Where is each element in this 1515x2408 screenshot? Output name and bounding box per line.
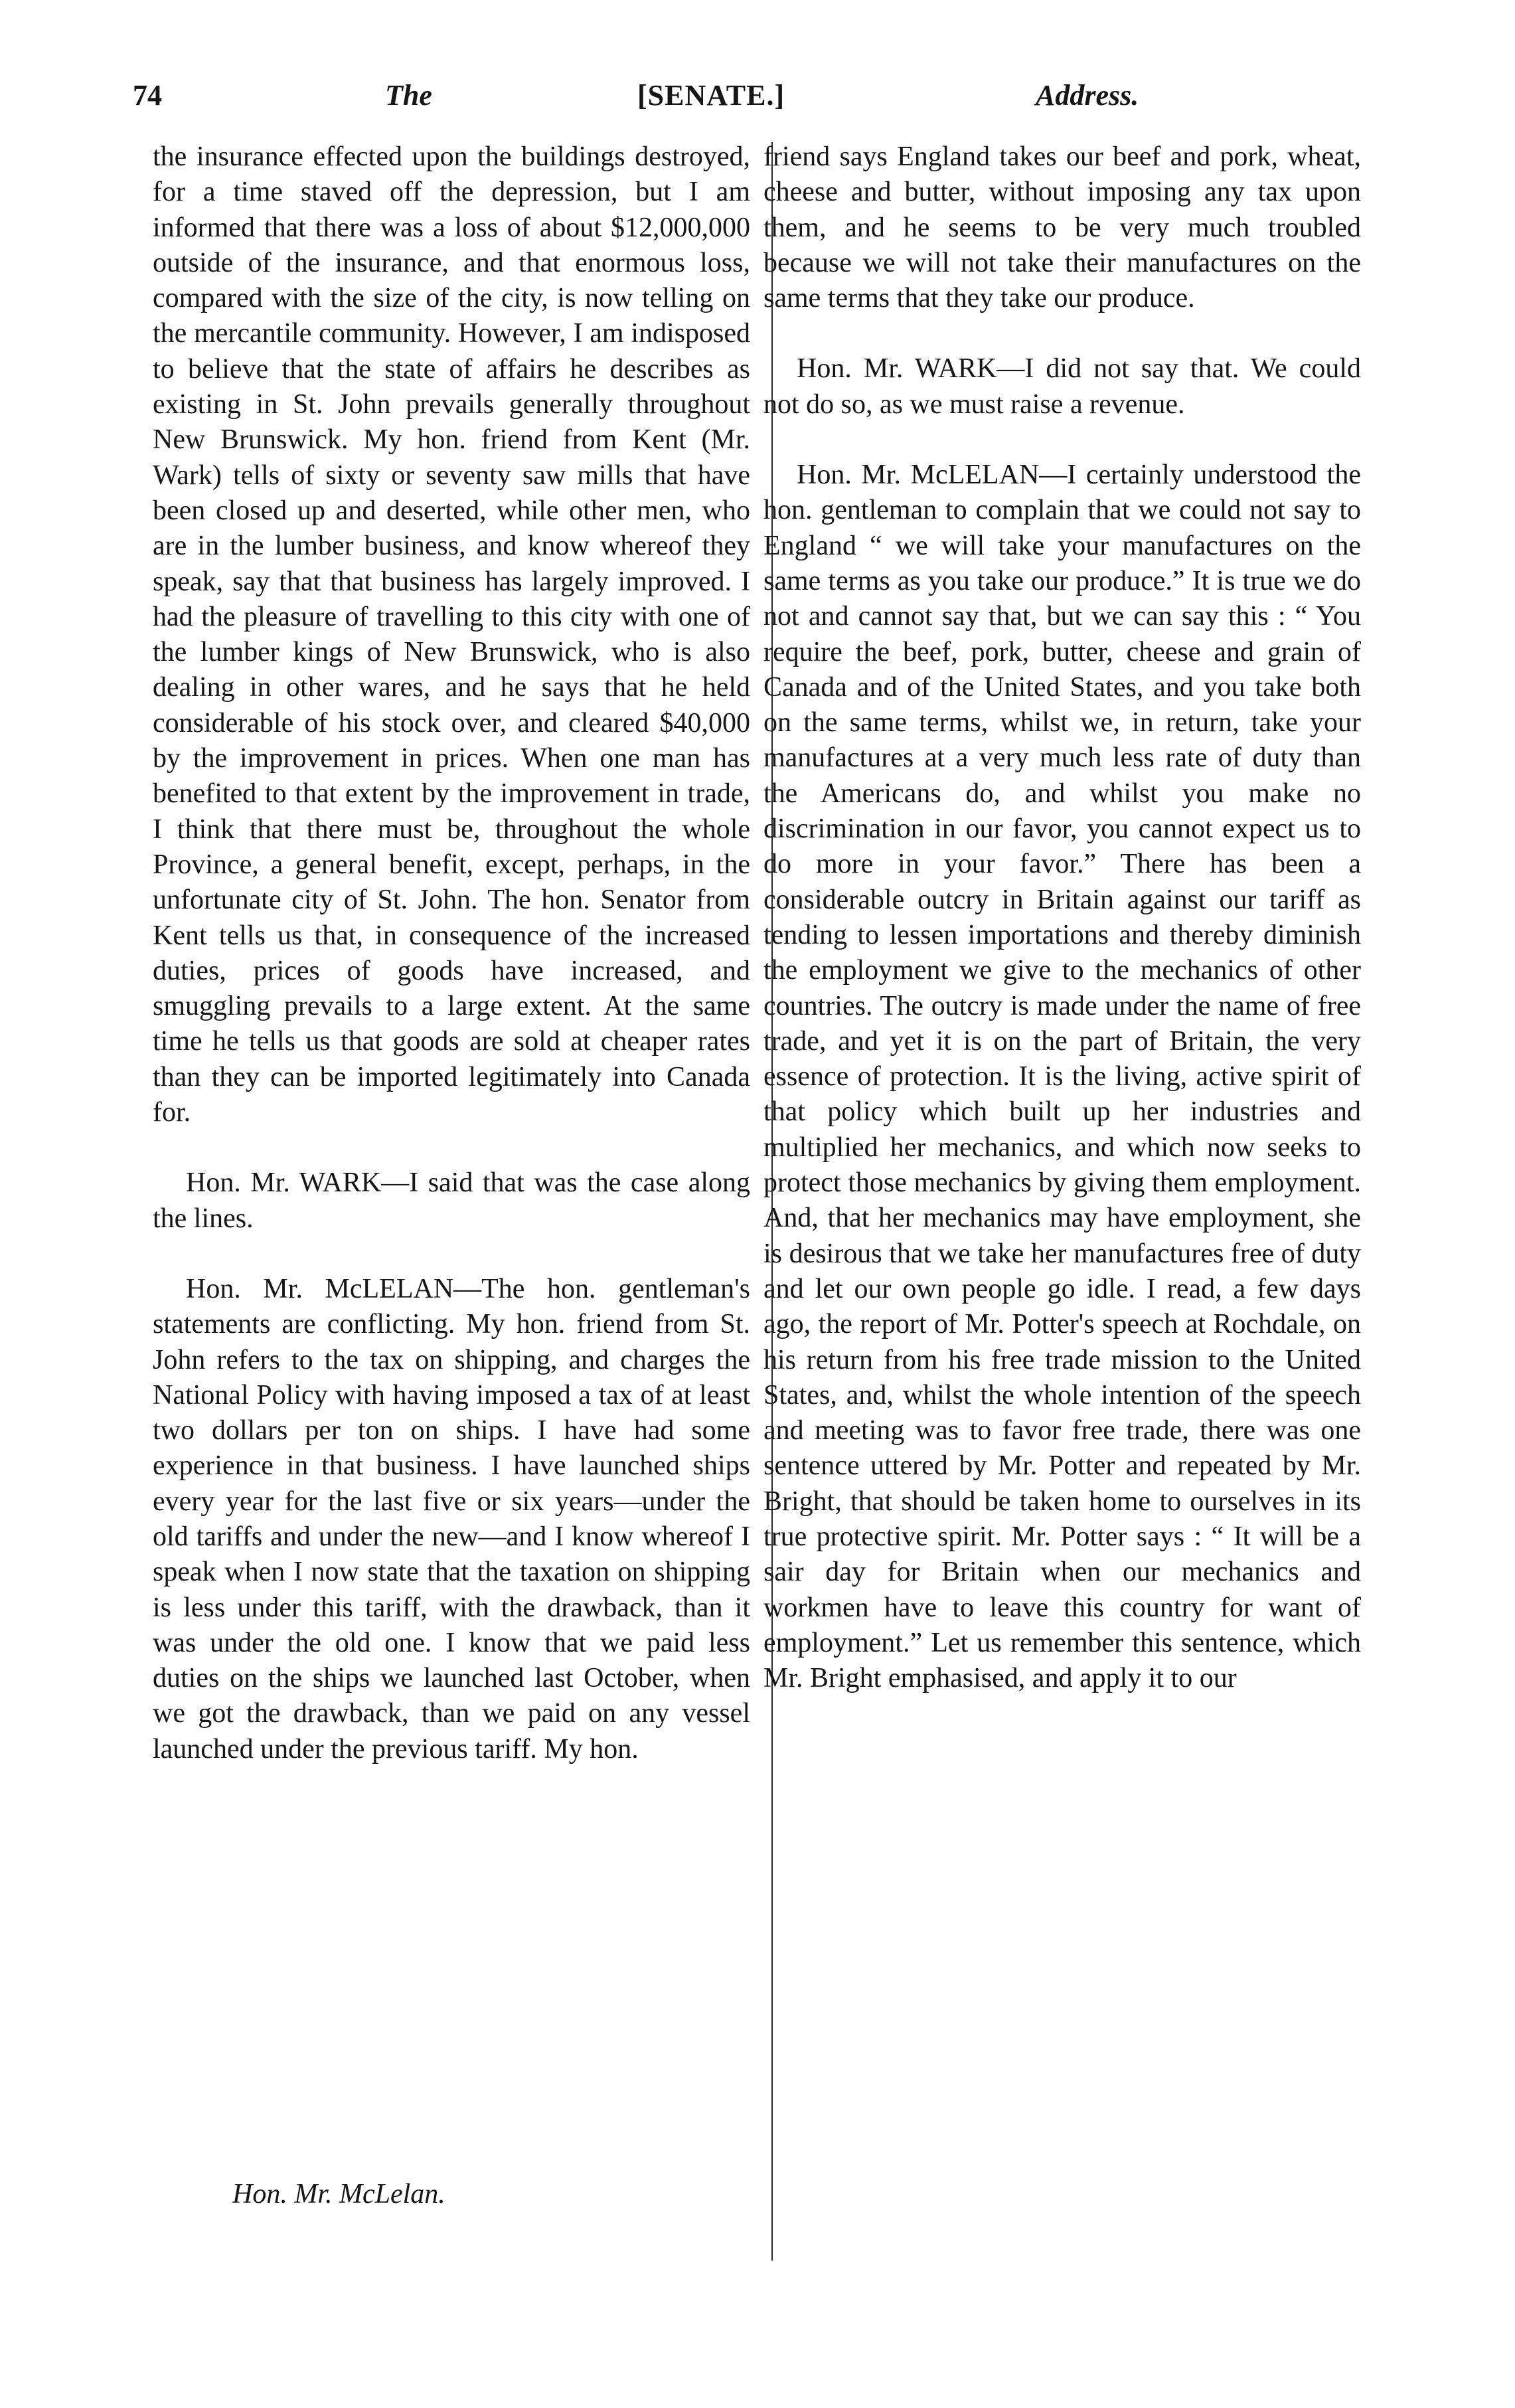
right-paragraph-3: Hon. Mr. McLELAN—I certainly understood the hon. gentleman to complain that we could not say to England “ we will take your manufactures on the same terms as you take our produce.” It is true we do not and cannot say that, but we can say this : “ You require the beef, pork, butter, cheese and grain of Canada and of the United States, and you take both on the same terms, whilst we, in return, take your manufactures at a very much less rate of duty than the Americans do, and whilst you make no discrimination in our favor, you cannot expect us to do more in your favor.” There has been a considerable outcry in Britain against our tariff as tending to lessen importations and thereby diminish the employment we give to the mechanics of other countries. The outcry is made under the name of free trade, and yet it is on the part of Britain, the very essence of protection. It is the living, active spirit of that policy which built up her industries and multiplied her mechanics, and which now seeks to protect those mechanics by giving them employment. And, that her mechanics may have employment, she is desirous that we take her manufactures free of duty and let our own people go idle. I read, a few days ago, the report of Mr. Potter's speech at Rochdale, on his return from his free trade mission to the United States, and, whilst the whole intention of the speech and meeting was to favor free trade, there was one sentence uttered by Mr. Potter and repeated by Mr. Bright, that should be taken home to ourselves in its true protective spirit. Mr. Potter says : “ It will be a sair day for Britain when our mechanics and workmen have to leave this country for want of employment.” Let us remember this sentence, which Mr. Bright emphasised, and apply it to our xyxy=(763,460,1361,1694)
running-title-center: [SENATE.] xyxy=(637,79,785,112)
left-paragraph-2: Hon. Mr. WARK—I said that was the case along the lines. xyxy=(153,1167,750,1234)
running-header xyxy=(133,78,1354,131)
running-title-right: Address. xyxy=(1036,79,1139,112)
right-paragraph-1: friend says England takes our beef and pork, wheat, cheese and butter, without imposing any tax upon them, and he seems to be very much troubled because we will not take their manufactures on the same terms that they take our produce. xyxy=(763,141,1361,314)
running-title-left: The xyxy=(385,79,432,112)
left-column xyxy=(153,139,750,1767)
right-column xyxy=(763,139,1361,1696)
catchline: Hon. Mr. McLelan. xyxy=(232,2179,445,2209)
right-paragraph-2: Hon. Mr. WARK—I did not say that. We could not do so, as we must raise a revenue. xyxy=(763,353,1361,420)
page-number: 74 xyxy=(133,79,162,112)
left-paragraph-1: the insurance effected upon the buildings destroyed, for a time staved off the depression, but I am informed that there was a loss of about $12,000,000 outside of the insurance, and that enormous loss, compared with the size of the city, is now telling on the mercantile community. However, I am indisposed to believe that the state of affairs he describes as existing in St. John prevails generally throughout New Brunswick. My hon. friend from Kent (Mr. Wark) tells of sixty or seventy saw mills that have been closed up and deserted, while other men, who are in the lumber business, and know whereof they speak, say that that business has largely improved. I had the pleasure of travelling to this city with one of the lumber kings of New Brunswick, who is also dealing in other wares, and he says that he held considerable of his stock over, and cleared $40,000 by the improvement in prices. When one man has benefited to that extent by the improvement in trade, I think that there must be, throughout the whole Province, a general benefit, except, perhaps, in the unfortunate city of St. John. The hon. Senator from Kent tells us that, in consequence of the increased duties, prices of goods have increased, and smuggling prevails to a large extent. At the same time he tells us that goods are sold at cheaper rates than they can be imported legitimately into Canada for. xyxy=(153,141,750,1128)
left-paragraph-3: Hon. Mr. McLELAN—The hon. gentleman's statements are conflicting. My hon. friend from St. John refers to the tax on shipping, and charges the National Policy with having imposed a tax of at least two dollars per ton on ships. I have had some experience in that business. I have launched ships every year for the last five or six years—under the old tariffs and under the new—and I know whereof I speak when I now state that the taxation on shipping is less under this tariff, with the drawback, than it was under the old one. I know that we paid less duties on the ships we launched last October, when we got the drawback, than we paid on any vessel launched under the previous tariff. My hon. xyxy=(153,1273,750,1764)
